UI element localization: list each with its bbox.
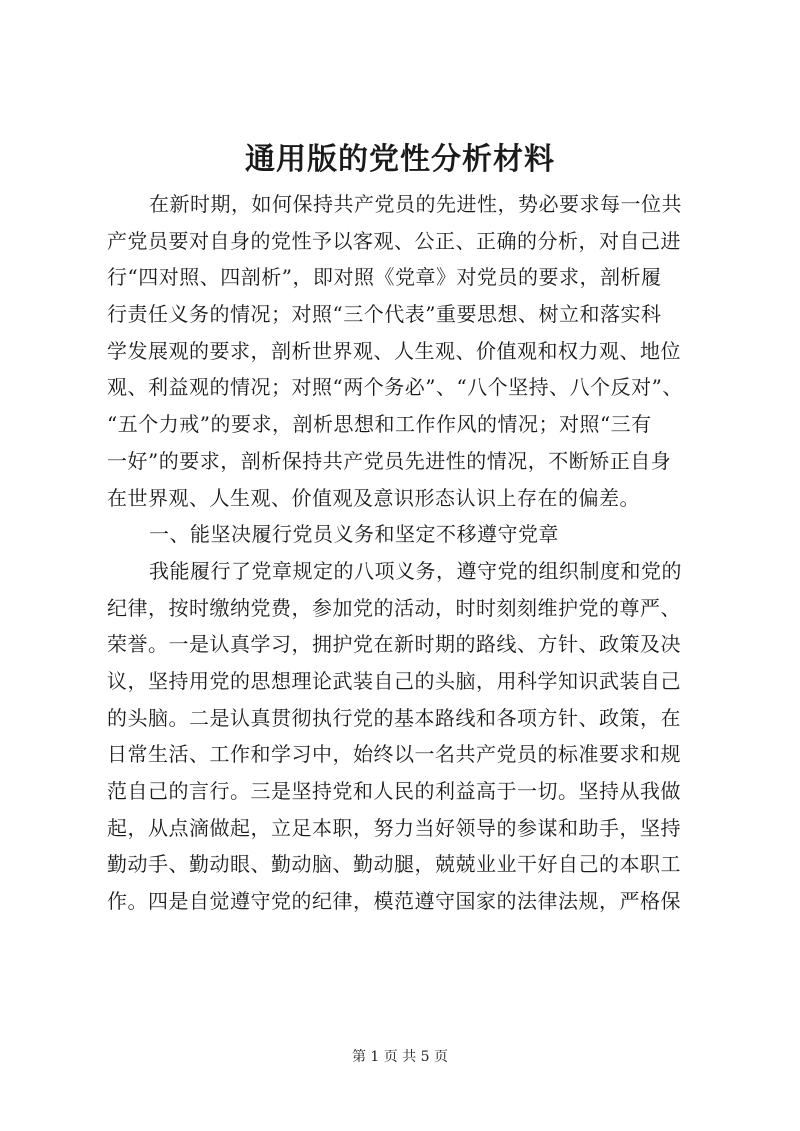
page-footer: 第 1 页 共 5 页 (351, 1049, 449, 1065)
body-line: 起，从点滴做起，立足本职，努力当好领导的参谋和助手，坚持 (107, 815, 681, 840)
body-line: 在新时期，如何保持共产党员的先进性，势必要求每一位共 (149, 192, 682, 216)
body-line: “五个力戒”的要求，剖析思想和工作作风的情况；对照“三有 (107, 412, 652, 437)
body-line: 的头脑。二是认真贯彻执行党的基本路线和各项方针、政策，在 (107, 705, 681, 730)
body-line: 行责任义务的情况；对照“三个代表”重要思想、树立和落实科 (107, 302, 662, 327)
body-line: 行“四对照、四剖析”，即对照《党章》对党员的要求，剖析履 (107, 265, 662, 290)
body-line: 范自己的言行。三是坚持党和人民的利益高于一切。坚持从我做 (107, 779, 681, 803)
document-body (107, 186, 707, 920)
body-line: 在世界观、人生观、价值观及意识形态认识上存在的偏差。 (107, 485, 640, 510)
body-line: 产党员要对自身的党性予以客观、公正、正确的分析，对自己进 (107, 228, 681, 253)
body-line: 荣誉。一是认真学习，拥护党在新时期的路线、方针、政策及决 (107, 632, 681, 657)
body-line: 勤动手、勤动眼、勤动脑、勤动腿，兢兢业业干好自己的本职工 (107, 852, 681, 877)
document-title: 通用版的党性分析材料 (245, 142, 555, 177)
body-line: 纪律，按时缴纳党费，参加党的活动，时时刻刻维护党的尊严、 (107, 595, 681, 620)
body-line: 议，坚持用党的思想理论武装自己的头脑，用科学知识武装自己 (107, 668, 681, 693)
body-line: 学发展观的要求，剖析世界观、人生观、价值观和权力观、地位 (107, 338, 681, 363)
body-line: 观、利益观的情况；对照“两个务必”、“八个坚持、八个反对”、 (107, 375, 683, 400)
section-heading: 一、能坚决履行党员义务和坚定不移遵守党章 (149, 522, 559, 547)
body-line: 日常生活、工作和学习中，始终以一名共产党员的标准要求和规 (107, 742, 681, 767)
body-line: 一好”的要求，剖析保持共产党员先进性的情况，不断矫正自身 (107, 448, 672, 473)
body-line: 作。四是自觉遵守党的纪律，模范遵守国家的法律法规，严格保 (107, 889, 681, 914)
body-line: 我能履行了党章规定的八项义务，遵守党的组织制度和党的 (149, 558, 682, 583)
